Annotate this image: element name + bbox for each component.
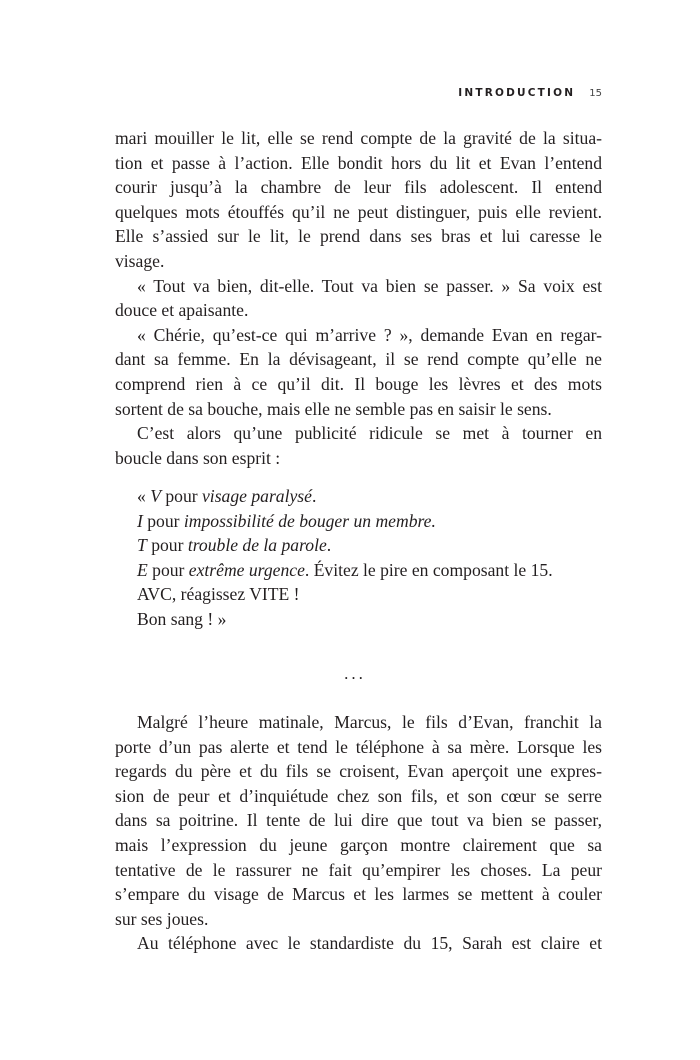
italic-text: V [150,486,161,506]
text-segment: pour [160,486,202,506]
text-segment: « [137,486,151,506]
text-line: quelques mots étouffés qu’il ne peut distinguer, puis elle revient. [115,201,602,222]
text-line: dant sa femme. En la dévisageant, il se rend compte qu’elle ne [115,349,602,370]
text-line: sortent de sa bouche, mais elle ne semble pas en saisir le sens. [115,398,552,419]
text-line: sion de peur et d’inquiétude chez son fils, et son cœur se serre [115,785,602,806]
running-title: INTRODUCTION [458,87,576,99]
body-text-block-1 [115,126,602,470]
body-text-block-2 [115,710,602,956]
italic-text: T [137,535,147,556]
text-line: s’empare du visage de Marcus et les larmes se mettent à couler [115,884,602,905]
text-line: Au téléphone avec le standardiste du 15, Sarah est claire et [137,933,602,954]
verse-quote [115,484,602,632]
italic-text: visage paralysé [202,486,312,506]
text-line: visage. [115,250,165,271]
section-separator: ... [344,664,366,683]
text-line: boucle dans son esprit : [115,447,281,468]
verse-line [115,509,602,534]
page-number: 15 [589,88,602,99]
text-line: « Chérie, qu’est-ce qui m’arrive ? », demande Evan en regar- [137,324,602,345]
text-segment: . [311,486,317,506]
text-line: sur ses joues. [115,908,209,929]
text-line: Malgré l’heure matinale, Marcus, le fils d’Evan, franchit la [137,712,602,732]
text-segment: . Évitez le pire en composant le 15. [304,559,553,580]
text-line: regards du père et du fils se croisent, Evan aperçoit une expres- [115,761,602,782]
text-line: C’est alors qu’une publicité ridicule se met à tourner en [137,423,602,444]
text-line: mais l’expression du jeune garçon montre clairement que sa [115,834,602,855]
text-segment: pour [146,535,188,556]
text-line: dans sa poitrine. Il tente de lui dire que tout va bien se passer, [115,810,602,831]
verse-line [115,484,602,509]
text-segment: AVC, réagissez VITE ! [137,584,300,605]
text-line: porte d’un pas alerte et tend le téléphone à sa mère. Lorsque les [115,736,602,757]
italic-text: E [137,559,148,580]
italic-text: trouble de la parole [187,535,327,556]
italic-text: extrême urgence [188,559,305,580]
italic-text: I [137,510,143,531]
verse-line [115,558,602,583]
text-line: mari mouiller le lit, elle se rend compte de la gravité de la situa- [115,128,602,148]
italic-text: impossibilité de bouger un membre. [183,510,436,531]
text-segment: pour [142,510,184,531]
text-segment: . [326,535,332,556]
verse-line [115,582,602,607]
verse-line [115,533,602,558]
text-line: comprend rien à ce qu’il dit. Il bouge les lèvres et des mots [115,373,602,394]
verse-line [115,607,602,632]
text-line: courir jusqu’à la chambre de leur fils adolescent. Il entend [115,177,602,198]
text-segment: pour [147,559,189,580]
running-header [458,87,602,99]
text-line: tentative de le rassurer ne fait qu’empirer les choses. La peur [115,859,602,880]
text-line: douce et apaisante. [115,300,249,321]
text-line: « Tout va bien, dit-elle. Tout va bien se passer. » Sa voix est [137,275,602,296]
text-line: tion et passe à l’action. Elle bondit hors du lit et Evan l’entend [115,152,602,173]
text-segment: Bon sang ! » [137,608,227,629]
text-line: Elle s’assied sur le lit, le prend dans ses bras et lui caresse le [115,226,602,247]
